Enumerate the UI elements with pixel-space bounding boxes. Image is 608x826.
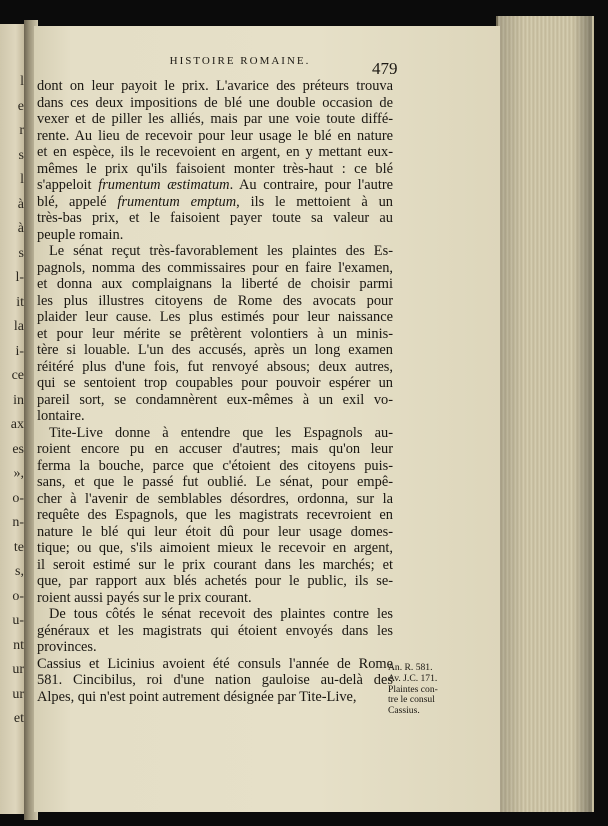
- text-line: Alpes, qui n'est point autrement désignée par Tite-Live,: [37, 688, 357, 705]
- left-page-fragment: l-: [15, 270, 24, 285]
- margin-note-line: tre le consul: [388, 694, 435, 706]
- left-page-fragment: l: [20, 74, 24, 89]
- text-line: plaider leur cause. Les plus estimés pour leur naissance: [37, 309, 393, 325]
- left-page-fragment: i-: [15, 343, 24, 359]
- left-page-fragment: s: [18, 147, 24, 163]
- margin-note-line: Cassius.: [388, 705, 420, 717]
- text-line: et pour leur mérite se prêtèrent volontiers à un minis-: [37, 325, 393, 342]
- text-line: peuple romain.: [37, 226, 124, 243]
- text-line: roient encore pu en accuser d'autres; mais qu'on leur: [37, 441, 393, 457]
- text-line: s'appeloit frumentum æstimatum. Au contraire, pour l'autre: [37, 177, 393, 193]
- text-line: vexer et de piller les alliés, mais par une voie toute diffé-: [37, 111, 393, 127]
- text-line: lontaire.: [37, 408, 85, 424]
- text-line: très-bas prix, et le faisoient payer toute sa valeur au: [37, 210, 393, 226]
- margin-note-line: An. R. 581.: [388, 662, 433, 673]
- text-line: généraux et les magistrats qui étoient envoyés dans les: [37, 622, 393, 639]
- left-page-fragment: l: [20, 172, 24, 187]
- margin-note-line: Plaintes con-: [388, 683, 438, 695]
- left-page-fragment: et: [13, 711, 24, 726]
- body-text: [37, 78, 393, 705]
- text-line: il seroit estimé sur le prix courant dans les marchés; et: [37, 556, 393, 573]
- text-line: nature le blé qui leur étoit dû pour leur usage domes-: [37, 523, 393, 540]
- left-page-fragment: e: [17, 98, 24, 114]
- running-head: HISTOIRE ROMAINE.: [169, 55, 311, 67]
- text-line: requête des Espagnols, que les magistrats recevroient en: [37, 507, 393, 523]
- text-line: tère si louable. L'un des accusés, après un long examen: [37, 342, 393, 358]
- left-page-fragment: s: [18, 245, 24, 261]
- left-page-fragment: u-: [12, 613, 24, 628]
- left-page-fragment: nt: [13, 637, 24, 653]
- text-line: les plus illustres citoyens de Rome des avocats pour: [37, 292, 393, 309]
- text-line: cher à l'avenir de semblables désordres, ordonna, sur la: [37, 490, 393, 507]
- text-line: pagnols, nomma des commissaires pour en faire l'examen,: [37, 259, 393, 276]
- text-line: rente. Au lieu de recevoir pour leur usage le blé en nature: [37, 127, 393, 144]
- left-page-fragment: in: [13, 392, 24, 408]
- left-page-fragment: ax: [10, 417, 24, 432]
- text-line: sans, et que le passé fut oublié. Le sénat, pour empê-: [37, 474, 393, 490]
- text-line: mêmes le prix qu'ils faisoient monter très-haut : ce blé: [37, 160, 393, 177]
- left-page-fragment: »,: [13, 466, 24, 481]
- page-number: 479: [372, 59, 398, 78]
- text-line: blé, appelé frumentum emptum, ils le mettoient à un: [37, 193, 393, 210]
- left-facing-page: [0, 24, 26, 814]
- left-page-fragment: o-: [12, 490, 24, 506]
- text-line: ferma la bouche, parce que c'étoient des citoyens puis-: [37, 457, 393, 474]
- left-page-fragment: ur: [12, 686, 24, 702]
- text-line: Le sénat reçut très-favorablement les plaintes des Es-: [49, 243, 393, 259]
- left-page-fragment: ce: [11, 368, 24, 383]
- left-page-fragment: n-: [12, 515, 24, 530]
- left-page-fragment: à: [17, 221, 24, 236]
- left-page-fragment: ur: [12, 662, 24, 677]
- text-line: tique; ou que, s'ils aimoient mieux le recevoir en argent,: [37, 540, 393, 556]
- margin-note-line: Av. J.C. 171.: [388, 672, 438, 684]
- text-line: pareil sort, se condamnèrent eux-mêmes à un exil vo-: [37, 391, 393, 408]
- text-line: De tous côtés le sénat recevoit des plaintes contre les: [49, 606, 393, 622]
- text-line: Cassius et Licinius avoient été consuls l'année de Rome: [37, 655, 393, 672]
- left-page-fragment: it: [16, 294, 24, 310]
- left-page-fragment: r: [19, 123, 24, 138]
- left-page-fragment: la: [13, 319, 24, 334]
- text-line: et donna aux complaignans la liberté de choisir parmi: [37, 276, 393, 292]
- text-line: que, par rapport aux blés achetés pour le public, ils se-: [37, 573, 393, 589]
- text-line: Tite-Live donne à entendre que les Espagnols au-: [49, 424, 393, 441]
- left-page-fragment: à: [17, 196, 24, 212]
- text-line: 581. Cincibilus, roi d'une nation gauloise au-delà des: [37, 672, 393, 688]
- text-line: roient aussi payés sur le prix courant.: [37, 589, 252, 606]
- text-line: provinces.: [37, 639, 97, 655]
- text-line: qui se sentoient trop coupables pour pouvoir espérer un: [37, 375, 393, 391]
- page-edges-shadow: [496, 16, 592, 812]
- margin-note: [388, 663, 454, 717]
- left-page-fragment: o-: [12, 588, 24, 604]
- text-line: réitéré plus d'une fois, fut renvoyé absous; deux autres,: [37, 358, 393, 375]
- text-line: dans ces deux impositions de blé une double occasion de: [37, 94, 393, 111]
- left-page-fragment: s,: [15, 564, 24, 579]
- left-page-fragment: te: [13, 539, 24, 555]
- left-page-fragment: es: [12, 441, 24, 457]
- text-line: dont on leur payoit le prix. L'avarice des préteurs trouva: [37, 78, 393, 94]
- text-line: et en espèce, ils le recevoient en argent, en y mettant eux-: [37, 144, 393, 160]
